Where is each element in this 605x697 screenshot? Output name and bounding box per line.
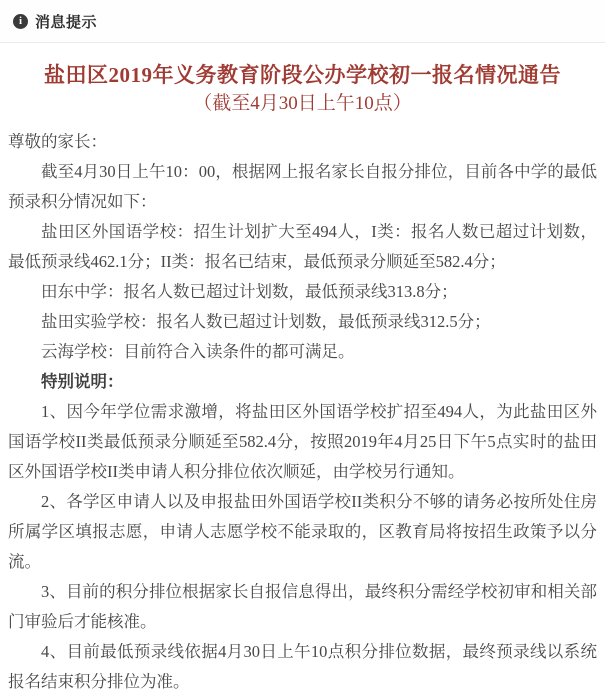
info-icon: i — [13, 14, 28, 29]
notice-paragraph: 云海学校：目前符合入读条件的都可满足。 — [41, 342, 355, 361]
notice-content — [0, 61, 605, 697]
notice-title: 盐田区2019年义务教育阶段公办学校初一报名情况通告 — [44, 63, 561, 87]
notice-paragraph: 2、各学区申请人以及申报盐田外国语学校II类积分不够的请务必按所处住房所属学区填报志愿，申请人志愿学校不能录取的，区教育局将按招生政策予以分流。 — [8, 492, 597, 571]
notice-paragraph: 截至4月30日上午10：00，根据网上报名家长自报分排位，目前各中学的最低预录积分情况如下： — [8, 162, 597, 211]
header-title: 消息提示 — [35, 14, 98, 31]
notice-paragraph: 3、目前的积分排位根据家长自报信息得出，最终积分需经学校初审和相关部门审验后才能核准。 — [8, 582, 597, 631]
notice-paragraph: 盐田区外国语学校：招生计划扩大至494人，I类：报名人数已超过计划数，最低预录线462.1分；II类：报名已结束，最低预录分顺延至582.4分； — [8, 222, 597, 271]
special-note-heading: 特别说明： — [41, 373, 124, 391]
notice-subtitle: （截至4月30日上午10点） — [193, 93, 412, 114]
message-header — [0, 0, 605, 43]
notice-paragraph: 1、因今年学位需求激增，将盐田区外国语学校扩招至494人，为此盐田区外国语学校II类最低预录分顺延至582.4分，按照2019年4月25日下午5点实时的盐田区外国语学校II类申请人积分排位依次顺延，由学校另行通知。 — [8, 402, 597, 481]
notice-paragraph: 4、目前最低预录线依据4月30日上午10点积分排位数据，最终预录线以系统报名结束积分排位为准。 — [8, 642, 597, 691]
notice-paragraph: 田东中学：报名人数已超过计划数，最低预录线313.8分； — [41, 282, 458, 301]
notice-paragraph: 盐田实验学校：报名人数已超过计划数，最低预录线312.5分； — [41, 312, 491, 331]
salutation: 尊敬的家长： — [8, 132, 107, 151]
notice-body — [8, 127, 597, 697]
